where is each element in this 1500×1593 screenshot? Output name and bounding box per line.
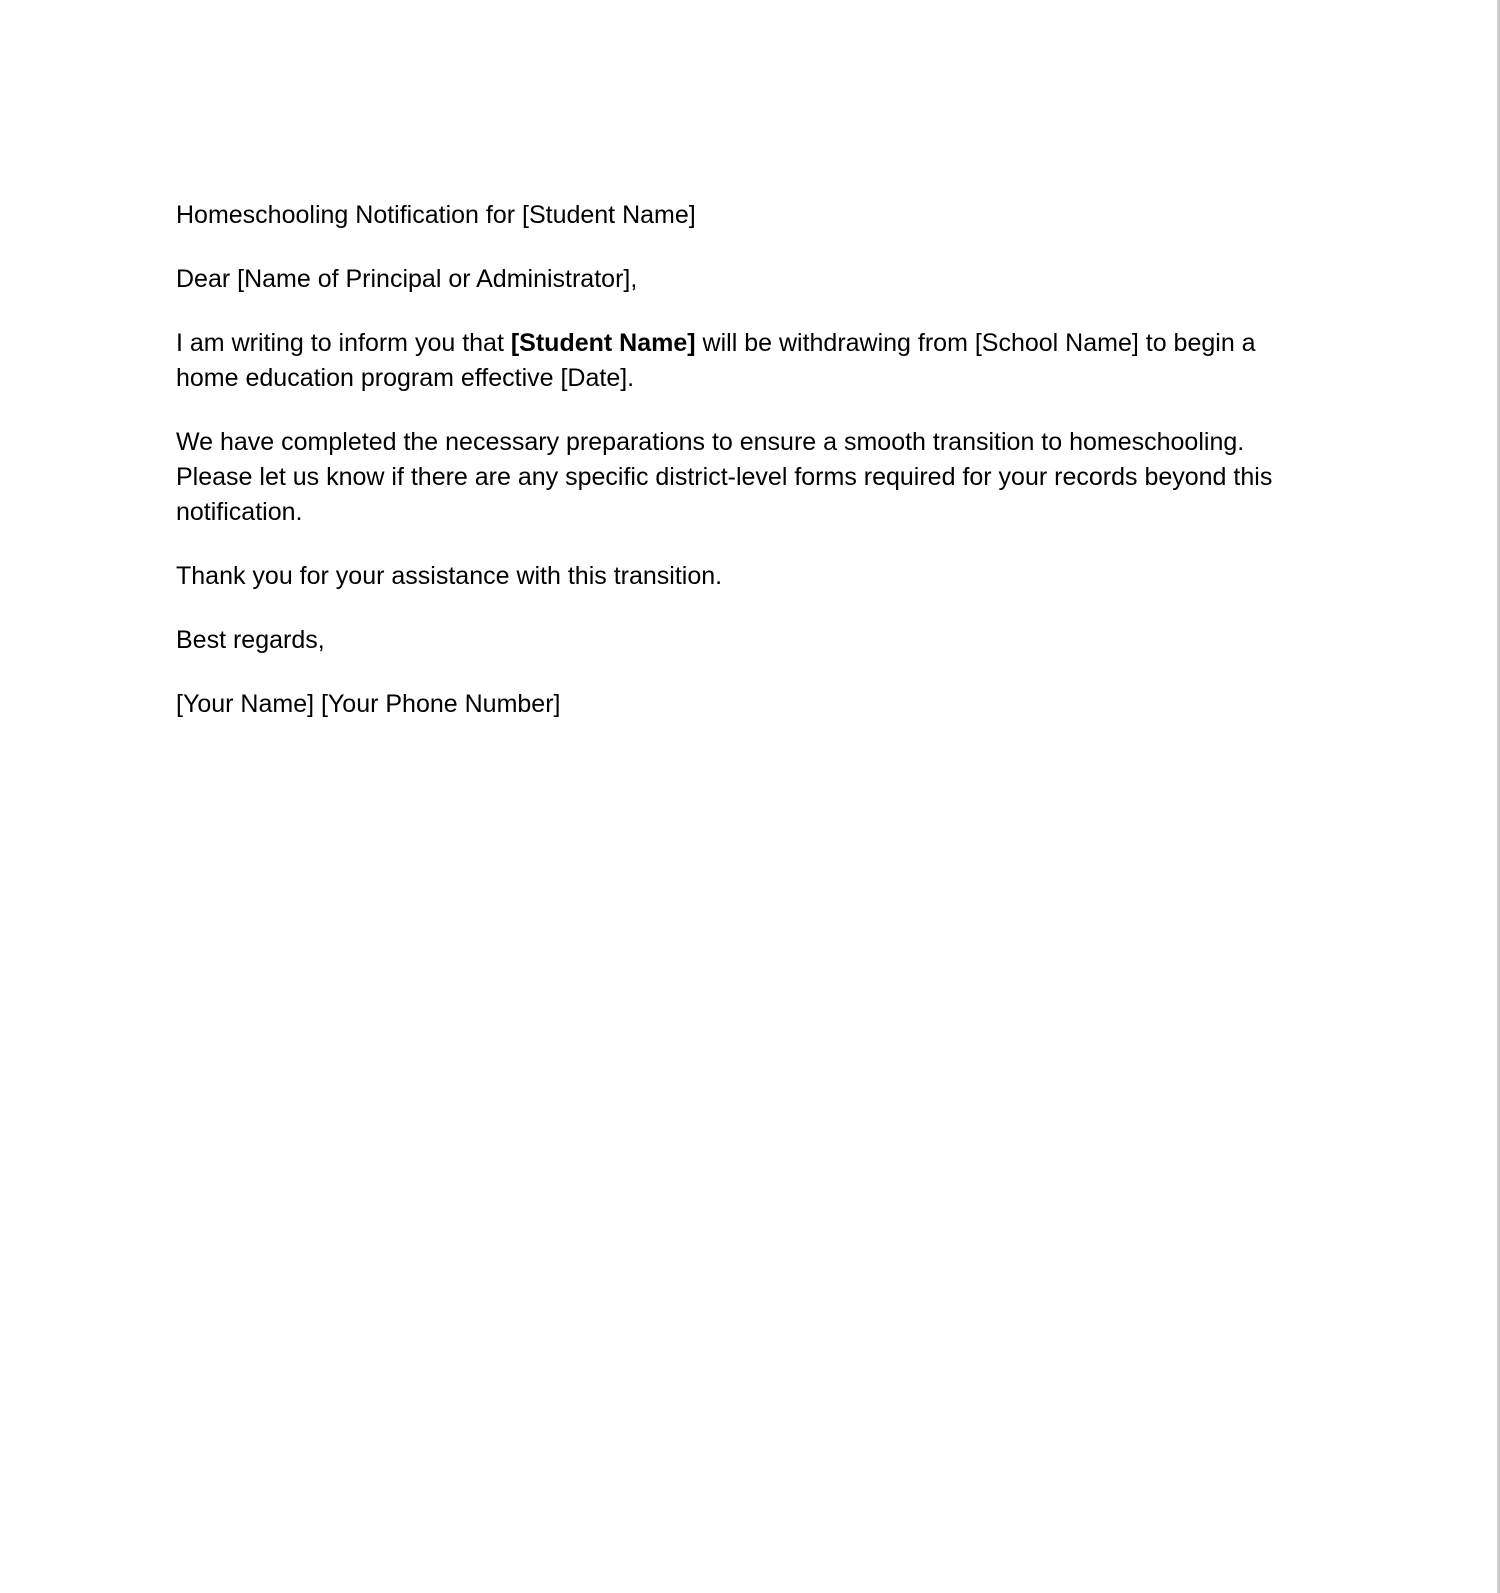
paragraph-withdrawal-rest: will be withdrawing from [School Name] to begin a home education program effective [Date]. [176,329,1256,392]
paragraph-withdrawal-lead: I am writing to inform you that [176,329,511,357]
signature: [Your Name] [Your Phone Number] [176,690,561,718]
salutation: Dear [Name of Principal or Administrator], [176,265,638,293]
document-body [176,198,1321,751]
student-name-bold: [Student Name] [510,329,696,357]
paragraph-preparations: We have completed the necessary preparations to ensure a smooth transition to homeschooling. Please let us know if there are any specific district-level forms required for your records beyond this notification. [176,428,1273,526]
paragraph-thanks: Thank you for your assistance with this transition. [176,562,723,590]
closing: Best regards, [176,626,325,654]
paragraph-withdrawal [176,326,1321,396]
document-title: Homeschooling Notification for [Student Name] [176,201,696,229]
